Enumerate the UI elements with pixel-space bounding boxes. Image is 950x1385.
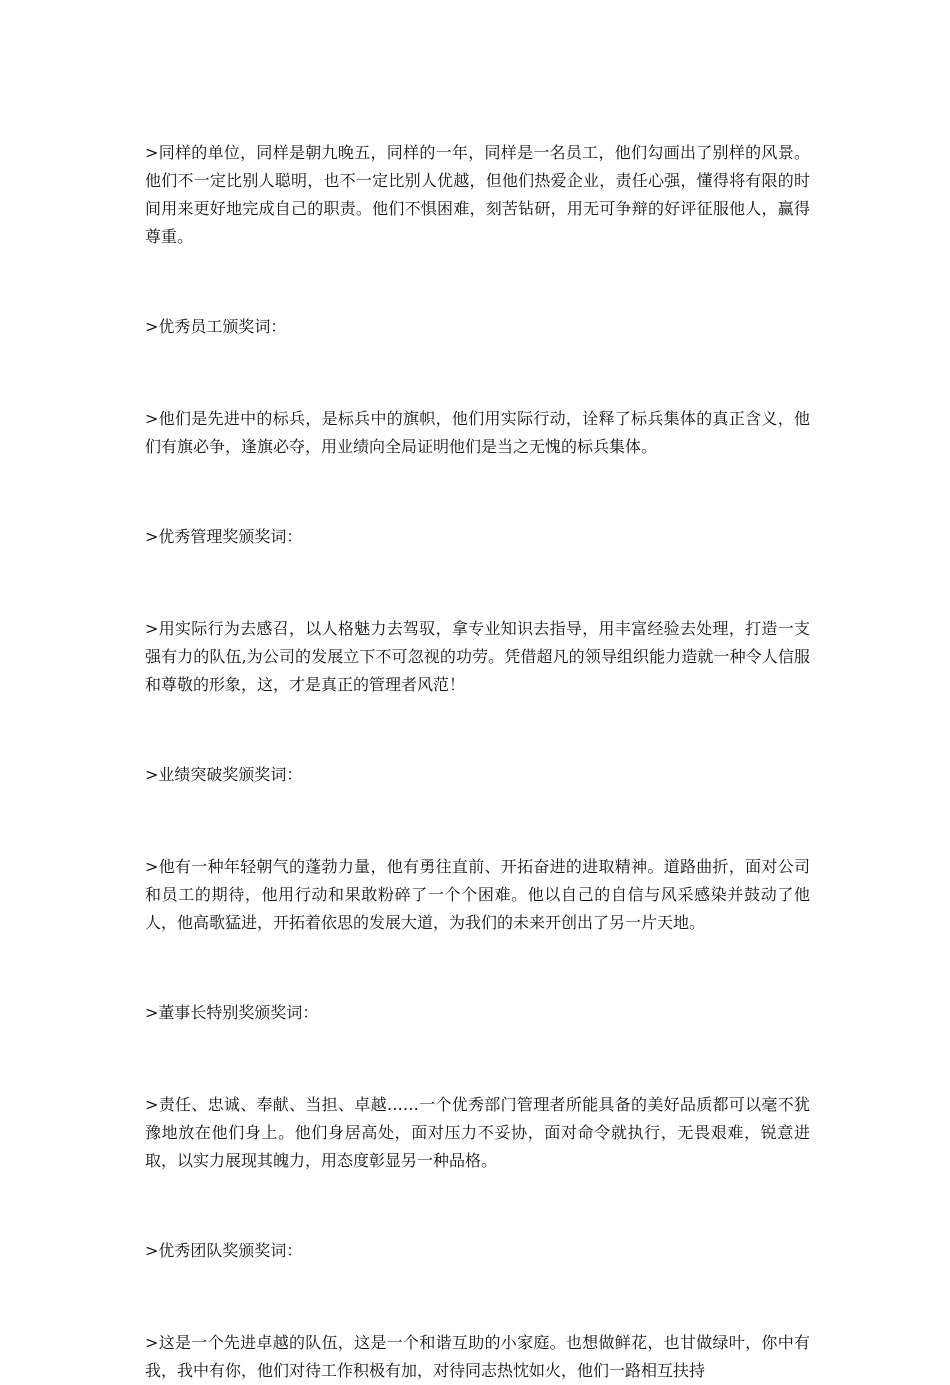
- heading-team-award: >优秀团队奖颁奖词：: [145, 1241, 303, 1260]
- heading-management-award: >优秀管理奖颁奖词：: [145, 527, 303, 546]
- paragraph-chairman-award: >责任、忠诚、奉献、当担、卓越……一个优秀部门管理者所能具备的美好品质都可以毫不犹豫地放在他们身上。他们身居高处，面对压力不妥协，面对命令就执行，无畏艰难，锐意进取，以实力展现其魄力，用态度彰显另一种品格。: [145, 1095, 810, 1170]
- paragraph-outstanding-employee: >他们是先进中的标兵，是标兵中的旗帜，他们用实际行动，诠释了标兵集体的真正含义，他们有旗必争，逢旗必夺，用业绩向全局证明他们是当之无愧的标兵集体。: [145, 409, 810, 456]
- heading-chairman-award: >董事长特别奖颁奖词：: [145, 1003, 319, 1022]
- heading-outstanding-employee: >优秀员工颁奖词：: [145, 317, 287, 336]
- paragraph-management-award: >用实际行为去感召，以人格魅力去驾驭，拿专业知识去指导，用丰富经验去处理，打造一支强有力的队伍,为公司的发展立下不可忽视的功劳。凭借超凡的领导组织能力造就一种令人信服和尊敬的形象，这，才是真正的管理者风范！: [145, 619, 810, 694]
- paragraph-team-award: >这是一个先进卓越的队伍，这是一个和谐互助的小家庭。也想做鲜花，也甘做绿叶，你中有我，我中有你，他们对待工作积极有加，对待同志热忱如火，他们一路相互扶持: [145, 1333, 810, 1380]
- paragraph-intro: >同样的单位，同样是朝九晚五，同样的一年，同样是一名员工，他们勾画出了别样的风景。他们不一定比别人聪明，也不一定比别人优越，但他们热爱企业，责任心强，懂得将有限的时间用来更好地完成自己的职责。他们不惧困难，刻苦钻研，用无可争辩的好评征服他人，赢得尊重。: [145, 143, 810, 246]
- paragraph-performance-award: >他有一种年轻朝气的蓬勃力量，他有勇往直前、开拓奋进的进取精神。道路曲折，面对公司和员工的期待，他用行动和果敢粉碎了一个个困难。他以自己的自信与风采感染并鼓动了他人，他高歌猛进，开拓着依思的发展大道，为我们的未来开创出了另一片天地。: [145, 857, 810, 932]
- heading-performance-award: >业绩突破奖颁奖词：: [145, 765, 303, 784]
- document-page: [145, 139, 810, 1385]
